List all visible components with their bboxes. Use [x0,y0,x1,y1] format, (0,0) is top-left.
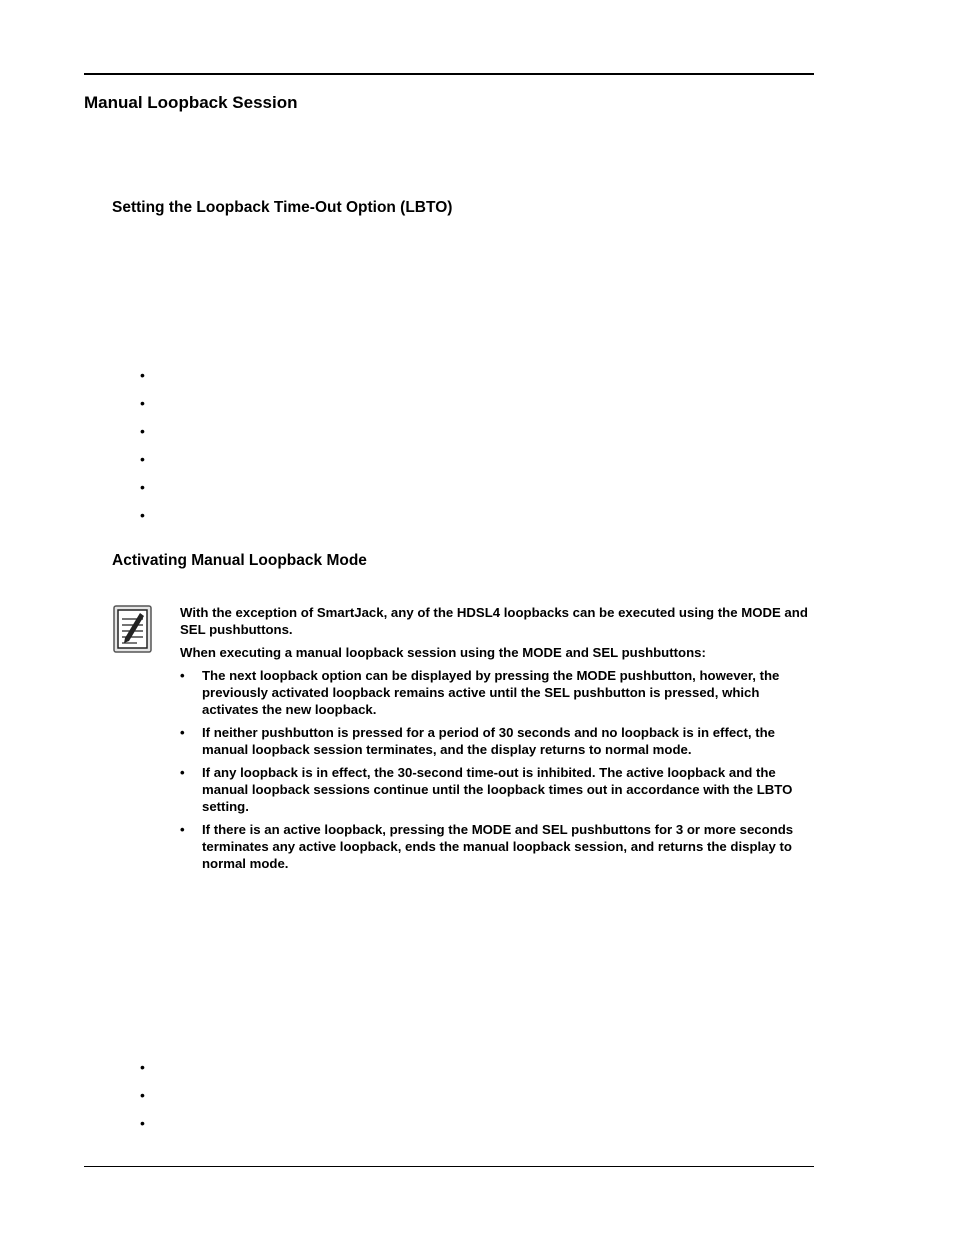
note-paragraph-2: When executing a manual loopback session using the MODE and SEL pushbuttons: [180,645,706,660]
list-item-text: If any loopback is in effect, the 30-second time-out is inhibited. The active loopback and the manual loopback sessions continue until the loopback times out in accordance with the LBTO setting. [202,765,793,814]
section-title: Manual Loopback Session [84,93,298,112]
list-bullet: • [140,1115,145,1131]
list-bullet: • [140,1087,145,1103]
subsection-title-activating: Activating Manual Loopback Mode [112,552,367,569]
note-pencil-icon [113,605,153,655]
note-box [180,604,814,878]
header-rule [84,73,814,75]
list-bullet: • [140,479,145,495]
list-item-text: The next loopback option can be displayed by pressing the MODE pushbutton, however, the previously activated loopback remains active until the SEL pushbutton is pressed, which activates the new loopback. [202,668,780,717]
footer-rule [84,1166,814,1167]
list-item-text: If there is an active loopback, pressing the MODE and SEL pushbuttons for 3 or more seconds terminates any active loopback, ends the manual loopback session, and returns the display to normal mode. [202,822,794,871]
list-item [180,667,814,718]
list-bullet: • [140,507,145,523]
list-bullet: • [140,1059,145,1075]
list-item [180,724,814,758]
list-bullet: • [140,367,145,383]
subsection-title-lbto: Setting the Loopback Time-Out Option (LBTO) [112,199,453,216]
list-bullet: • [180,765,185,780]
list-bullet: • [140,395,145,411]
list-bullet: • [180,668,185,683]
list-bullet: • [140,451,145,467]
list-bullet: • [140,423,145,439]
note-bullet-list [180,667,814,872]
list-bullet: • [180,725,185,740]
list-item [180,821,814,872]
list-bullet: • [180,822,185,837]
list-item-text: If neither pushbutton is pressed for a period of 30 seconds and no loopback is in effect, the manual loopback session terminates, and the display returns to normal mode. [202,725,776,757]
list-item [180,764,814,815]
note-paragraph-1: With the exception of SmartJack, any of the HDSL4 loopbacks can be executed using the MODE and SEL pushbuttons. [180,605,808,637]
